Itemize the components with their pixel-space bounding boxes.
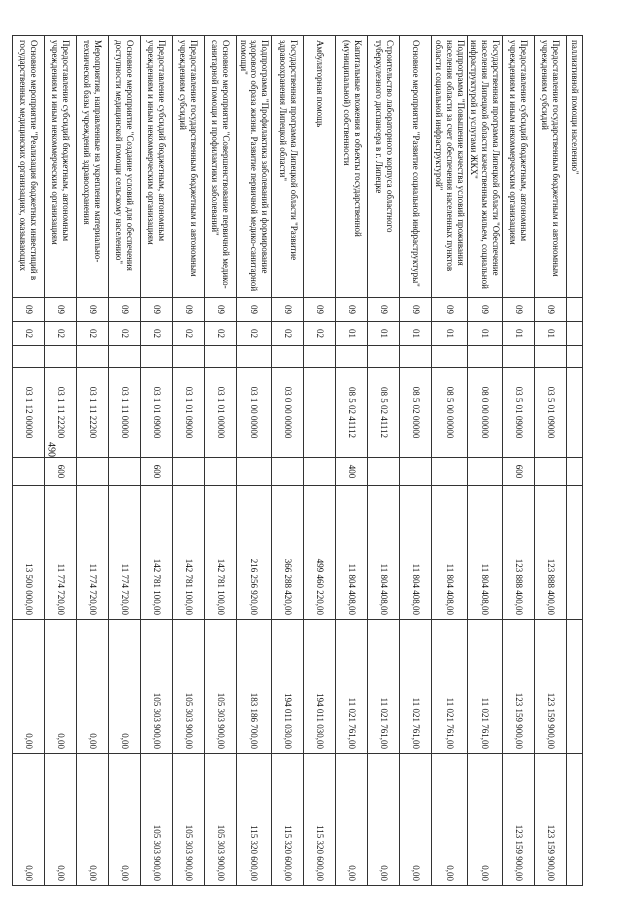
target-article-cell: 03 1 11 22200 (76, 368, 108, 458)
subitem-code-cell (140, 346, 172, 368)
subsection-code-cell: 01 (432, 322, 467, 346)
section-code-cell: 09 (336, 298, 368, 322)
subitem-code-cell (336, 346, 368, 368)
sum-year-1-cell: 11 774 720,00 (44, 486, 76, 620)
subitem-code-cell (76, 346, 108, 368)
expense-type-cell: 600 (44, 458, 76, 486)
target-article-cell: 03 1 12 00000 (12, 368, 44, 458)
table-row (140, 36, 172, 886)
subitem-code-cell (567, 346, 583, 368)
subsection-code-cell (567, 322, 583, 346)
table-row (44, 36, 76, 886)
subsection-code-cell: 02 (140, 322, 172, 346)
target-article-cell: 08 5 02 00000 (400, 368, 432, 458)
section-code-cell: 09 (172, 298, 204, 322)
table-row (467, 36, 502, 886)
section-code-cell: 09 (368, 298, 400, 322)
section-code-cell: 09 (272, 298, 304, 322)
table-row (108, 36, 140, 886)
sum-year-3-cell: 0,00 (76, 754, 108, 886)
target-article-cell: 03 1 11 00000 (108, 368, 140, 458)
sum-year-3-cell: 105 303 900,00 (172, 754, 204, 886)
sum-year-2-cell: 194 011 030,00 (272, 620, 304, 754)
subsection-code-cell: 02 (44, 322, 76, 346)
expense-type-cell (400, 458, 432, 486)
sum-year-2-cell: 105 303 900,00 (172, 620, 204, 754)
subitem-code-cell (467, 346, 502, 368)
subitem-code-cell (400, 346, 432, 368)
section-code-cell: 09 (432, 298, 467, 322)
section-code-cell: 09 (400, 298, 432, 322)
sum-year-3-cell: 115 320 600,00 (236, 754, 271, 886)
table-row (336, 36, 368, 886)
target-article-cell: 03 1 01 00000 (204, 368, 236, 458)
subitem-code-cell (12, 346, 44, 368)
expense-type-cell (204, 458, 236, 486)
budget-table (12, 35, 583, 886)
section-code-cell: 09 (12, 298, 44, 322)
row-name-cell: Подпрограмма "Профилактика заболеваний и формирование здорового образа жизни. Развитие первичной медико-санитарной помощи" (236, 36, 271, 298)
sum-year-2-cell: 11 021 761,00 (432, 620, 467, 754)
subsection-code-cell: 02 (108, 322, 140, 346)
sum-year-1-cell: 123 888 400,00 (535, 486, 567, 620)
subitem-code-cell (432, 346, 467, 368)
sum-year-1-cell: 11 774 720,00 (76, 486, 108, 620)
table-row (272, 36, 304, 886)
target-article-cell: 03 1 01 09000 (140, 368, 172, 458)
subsection-code-cell: 01 (400, 322, 432, 346)
section-code-cell: 09 (467, 298, 502, 322)
subsection-code-cell: 01 (535, 322, 567, 346)
subsection-code-cell: 01 (368, 322, 400, 346)
sum-year-3-cell (567, 754, 583, 886)
sum-year-3-cell: 0,00 (12, 754, 44, 886)
expense-type-cell (236, 458, 271, 486)
subsection-code-cell: 01 (467, 322, 502, 346)
target-article-cell: 08 5 00 00000 (432, 368, 467, 458)
subitem-code-cell (236, 346, 271, 368)
target-article-cell: 03 1 00 00000 (236, 368, 271, 458)
sum-year-3-cell: 0,00 (336, 754, 368, 886)
expense-type-cell (76, 458, 108, 486)
row-name-cell: Предоставление субсидий бюджетным, автономным учреждениям и иным некоммерческим организациям (140, 36, 172, 298)
sum-year-2-cell: 0,00 (12, 620, 44, 754)
table-row (432, 36, 467, 886)
target-article-cell: 03 1 01 09000 (172, 368, 204, 458)
subsection-code-cell: 02 (204, 322, 236, 346)
sum-year-2-cell: 0,00 (44, 620, 76, 754)
section-code-cell: 09 (204, 298, 236, 322)
sum-year-2-cell: 105 303 900,00 (140, 620, 172, 754)
target-article-cell (567, 368, 583, 458)
table-row (400, 36, 432, 886)
sum-year-2-cell: 0,00 (76, 620, 108, 754)
expense-type-cell: 600 (503, 458, 535, 486)
subsection-code-cell: 02 (172, 322, 204, 346)
sum-year-1-cell: 11 804 408,00 (336, 486, 368, 620)
section-code-cell: 09 (76, 298, 108, 322)
sum-year-3-cell: 123 159 900,00 (503, 754, 535, 886)
subsection-code-cell: 02 (76, 322, 108, 346)
sum-year-2-cell: 183 186 700,00 (236, 620, 271, 754)
section-code-cell: 09 (503, 298, 535, 322)
subsection-code-cell: 02 (236, 322, 271, 346)
sum-year-2-cell: 123 159 900,00 (535, 620, 567, 754)
sum-year-1-cell: 11 774 720,00 (108, 486, 140, 620)
table-row (204, 36, 236, 886)
sum-year-2-cell: 0,00 (108, 620, 140, 754)
sum-year-3-cell: 0,00 (108, 754, 140, 886)
row-name-cell: Подпрограмма "Повышение качества условий проживания населения области за счет обеспечения населенных пунктов области социальной инфраструктурой" (432, 36, 467, 298)
sum-year-3-cell: 0,00 (400, 754, 432, 886)
sum-year-3-cell: 115 320 600,00 (272, 754, 304, 886)
expense-type-cell (535, 458, 567, 486)
subitem-code-cell (368, 346, 400, 368)
section-code-cell: 09 (140, 298, 172, 322)
sum-year-2-cell: 105 303 900,00 (204, 620, 236, 754)
subitem-code-cell (204, 346, 236, 368)
sum-year-3-cell: 0,00 (432, 754, 467, 886)
sum-year-1-cell (567, 486, 583, 620)
expense-type-cell: 400 (336, 458, 368, 486)
row-name-cell: Капитальные вложения в объекты государственной (муниципальной) собственности (336, 36, 368, 298)
table-row (76, 36, 108, 886)
target-article-cell: 03 0 00 00000 (272, 368, 304, 458)
section-code-cell: 09 (304, 298, 336, 322)
section-code-cell (567, 298, 583, 322)
sum-year-1-cell: 11 804 408,00 (368, 486, 400, 620)
sum-year-1-cell: 13 500 000,00 (12, 486, 44, 620)
row-name-cell: Основное мероприятие "Развитие социальной инфраструктуры" (400, 36, 432, 298)
sum-year-2-cell: 123 159 900,00 (503, 620, 535, 754)
expense-type-cell: 600 (140, 458, 172, 486)
target-article-cell (304, 368, 336, 458)
subsection-code-cell: 02 (12, 322, 44, 346)
row-name-cell: Государственная программа Липецкой области "Развитие здравоохранения Липецкой области" (272, 36, 304, 298)
subsection-code-cell: 01 (336, 322, 368, 346)
row-name-cell: Строительство лабораторного корпуса областного туберкулезного диспансера в г. Липецке (368, 36, 400, 298)
sum-year-2-cell: 11 021 761,00 (336, 620, 368, 754)
row-name-cell: Предоставление государственным бюджетным и автономным учреждениям субсидий (535, 36, 567, 298)
section-code-cell: 09 (535, 298, 567, 322)
subitem-code-cell (535, 346, 567, 368)
table-row (12, 36, 44, 886)
table-row (567, 36, 583, 886)
subsection-code-cell: 02 (304, 322, 336, 346)
sum-year-3-cell: 105 303 900,00 (140, 754, 172, 886)
sum-year-3-cell: 0,00 (368, 754, 400, 886)
expense-type-cell (272, 458, 304, 486)
sum-year-1-cell: 366 288 420,00 (272, 486, 304, 620)
expense-type-cell (12, 458, 44, 486)
sum-year-1-cell: 499 460 220,00 (304, 486, 336, 620)
row-name-cell: Мероприятия, направленные на укрепление материально-технической базы учреждений здравоохранения (76, 36, 108, 298)
table-row (236, 36, 271, 886)
subitem-code-cell (172, 346, 204, 368)
table-row (535, 36, 567, 886)
target-article-cell: 08 0 00 00000 (467, 368, 502, 458)
row-name-cell: Предоставление субсидий бюджетным, автономным учреждениям и иным некоммерческим организациям (44, 36, 76, 298)
table-row (172, 36, 204, 886)
sum-year-1-cell: 11 804 408,00 (432, 486, 467, 620)
row-name-cell: паллиативной помощи населению" (567, 36, 583, 298)
row-name-cell: Предоставление государственным бюджетным и автономным учреждениям субсидий (172, 36, 204, 298)
row-name-cell: Основное мероприятие "Создание условий для обеспечения доступности медицинской помощи сельскому населению" (108, 36, 140, 298)
target-article-cell: 08 5 02 41112 (368, 368, 400, 458)
expense-type-cell (304, 458, 336, 486)
sum-year-2-cell: 11 021 761,00 (400, 620, 432, 754)
sum-year-3-cell: 0,00 (467, 754, 502, 886)
subitem-code-cell (503, 346, 535, 368)
subitem-code-cell (108, 346, 140, 368)
subsection-code-cell: 01 (503, 322, 535, 346)
row-name-cell: Государственная программа Липецкой области "Обеспечение населения Липецкой области качественным жильем, социальной инфраструктурой и услугами ЖКХ" (467, 36, 502, 298)
table-row (304, 36, 336, 886)
sum-year-1-cell: 11 804 408,00 (467, 486, 502, 620)
target-article-cell: 03 5 01 09000 (503, 368, 535, 458)
subitem-code-cell (304, 346, 336, 368)
expense-type-cell (172, 458, 204, 486)
sum-year-1-cell: 11 804 408,00 (400, 486, 432, 620)
section-code-cell: 09 (108, 298, 140, 322)
sum-year-1-cell: 142 781 100,00 (172, 486, 204, 620)
target-article-cell: 03 5 01 09000 (535, 368, 567, 458)
row-name-cell: Амбулаторная помощь (304, 36, 336, 298)
row-name-cell: Основное мероприятие "Реализация бюджетных инвестиций в государственных медицинских организациях, оказывающих (12, 36, 44, 298)
sum-year-3-cell: 0,00 (44, 754, 76, 886)
sum-year-3-cell: 115 320 600,00 (304, 754, 336, 886)
sum-year-1-cell: 216 256 920,00 (236, 486, 271, 620)
sum-year-3-cell: 105 303 900,00 (204, 754, 236, 886)
expense-type-cell (567, 458, 583, 486)
subitem-code-cell (44, 346, 76, 368)
section-code-cell: 09 (44, 298, 76, 322)
sum-year-1-cell: 142 781 100,00 (204, 486, 236, 620)
page-number: 490 (45, 442, 57, 457)
sum-year-2-cell: 11 021 761,00 (467, 620, 502, 754)
section-code-cell: 09 (236, 298, 271, 322)
target-article-cell: 03 1 11 22200 (44, 368, 76, 458)
expense-type-cell (108, 458, 140, 486)
target-article-cell: 08 5 02 41112 (336, 368, 368, 458)
expense-type-cell (432, 458, 467, 486)
sum-year-2-cell: 194 011 030,00 (304, 620, 336, 754)
sum-year-2-cell (567, 620, 583, 754)
expense-type-cell (467, 458, 502, 486)
sum-year-2-cell: 11 021 761,00 (368, 620, 400, 754)
row-name-cell: Предоставление субсидий бюджетным, автономным учреждениям и иным некоммерческим организациям (503, 36, 535, 298)
subsection-code-cell: 02 (272, 322, 304, 346)
table-row (503, 36, 535, 886)
sum-year-1-cell: 123 888 400,00 (503, 486, 535, 620)
sum-year-1-cell: 142 781 100,00 (140, 486, 172, 620)
subitem-code-cell (272, 346, 304, 368)
row-name-cell: Основное мероприятие "Совершенствование первичной медико-санитарной помощи и профилактики заболеваний" (204, 36, 236, 298)
table-body (12, 36, 582, 886)
sum-year-3-cell: 123 159 900,00 (535, 754, 567, 886)
expense-type-cell (368, 458, 400, 486)
table-row (368, 36, 400, 886)
